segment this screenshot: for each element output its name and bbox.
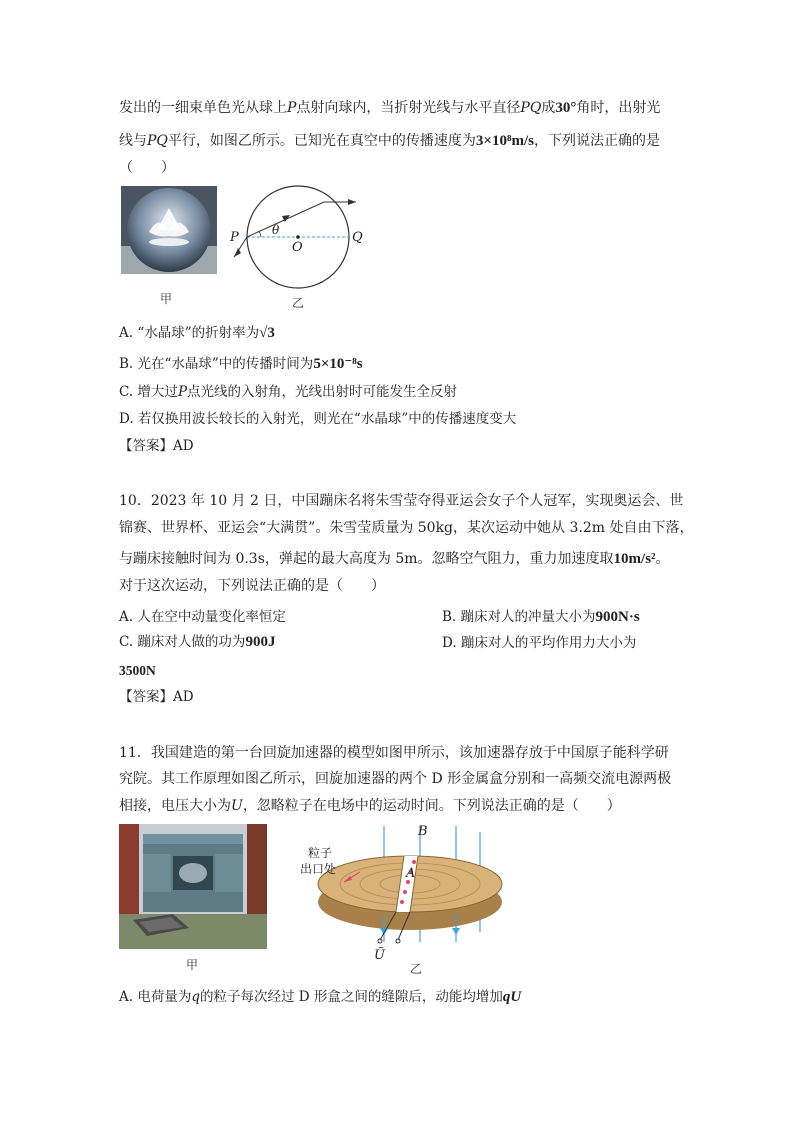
q10-option-d: D. 蹦床对人的平均作用力大小为 [442,635,637,651]
q11-stem-line1: 11．我国建造的第一台回旋加速器的模型如图甲所示，该加速器存放于中国原子能科学研 [119,745,669,761]
q9-option-c: C. 增大过P点光线的入射角，光线出射时可能发生全反射 [119,384,458,400]
q9-option-d: D. 若仅换用波长较长的入射光，则光在“水晶球”中的传播速度变大 [119,411,517,427]
crystal-ball-photo [121,186,217,274]
label-u: Ũ [374,948,385,963]
q10-option-d-value: 3500N [119,663,156,678]
label-p: P [230,230,239,245]
q11-fig-yi-label: 乙 [410,962,423,976]
label-b: B [418,824,428,839]
label-a: A [406,866,416,881]
refraction-diagram [228,185,363,295]
q10-option-c: C. 蹦床对人做的功为900J [119,634,276,650]
label-o: O [292,240,303,255]
q11-stem-line3: 相接，电压大小为U，忽略粒子在电场中的运动时间。下列说法正确的是（ ） [119,798,621,814]
q9-stem-line1: 发出的一细束单色光从球上P点射向球内，当折射光线与水平直径PQ成30°角时，出射光 [119,100,661,116]
label-q: Q [352,230,363,245]
q10-answer: 【答案】AD [119,689,194,705]
label-particle: 粒子 [308,846,333,860]
q9-option-b: B. 光在“水晶球”中的传播时间为5×10⁻⁸s [119,356,363,372]
q10-stem-line2: 锦赛、世界杯、亚运会“大满贯”。朱雪莹质量为 50kg，某次运动中她从 3.2m 处自由下落， [119,520,694,536]
q11-option-a: A. 电荷量为q的粒子每次经过 D 形盒之间的缝隙后，动能均增加qU [119,989,522,1005]
q10-stem-line4: 对于这次运动，下列说法正确的是（ ） [119,578,385,594]
q9-fig-jia-label: 甲 [160,292,173,306]
q10-stem-line1: 10．2023 年 10 月 2 日，中国蹦床名将朱雪莹夺得亚运会女子个人冠军，实现奥运会、世 [119,493,684,509]
q9-option-a: A. “水晶球”的折射率为√3 [119,325,275,341]
q9-fig-yi-label: 乙 [292,296,305,310]
label-theta: θ [272,223,280,237]
q11-fig-jia-label: 甲 [186,958,199,972]
cyclotron-diagram [290,822,510,972]
q9-stem-line3: （ ） [119,160,175,176]
label-exit: 出口处 [300,862,337,876]
q9-answer: 【答案】AD [119,438,194,454]
q9-stem-line2: 线与PQ平行，如图乙所示。已知光在真空中的传播速度为3×10⁸m/s，下列说法正确的是 [119,133,660,149]
q11-stem-line2: 究院。其工作原理如图乙所示，回旋加速器的两个 D 形金属盒分别和一高频交流电源两极 [119,771,672,787]
q10-stem-line3: 与蹦床接触时间为 0.3s，弹起的最大高度为 5m。忽略空气阻力，重力加速度取10m/s²。 [119,551,670,567]
q10-option-a: A. 人在空中动量变化率恒定 [119,609,286,625]
q10-option-b: B. 蹦床对人的冲量大小为900N·s [442,609,640,625]
cyclotron-photo [119,824,267,949]
